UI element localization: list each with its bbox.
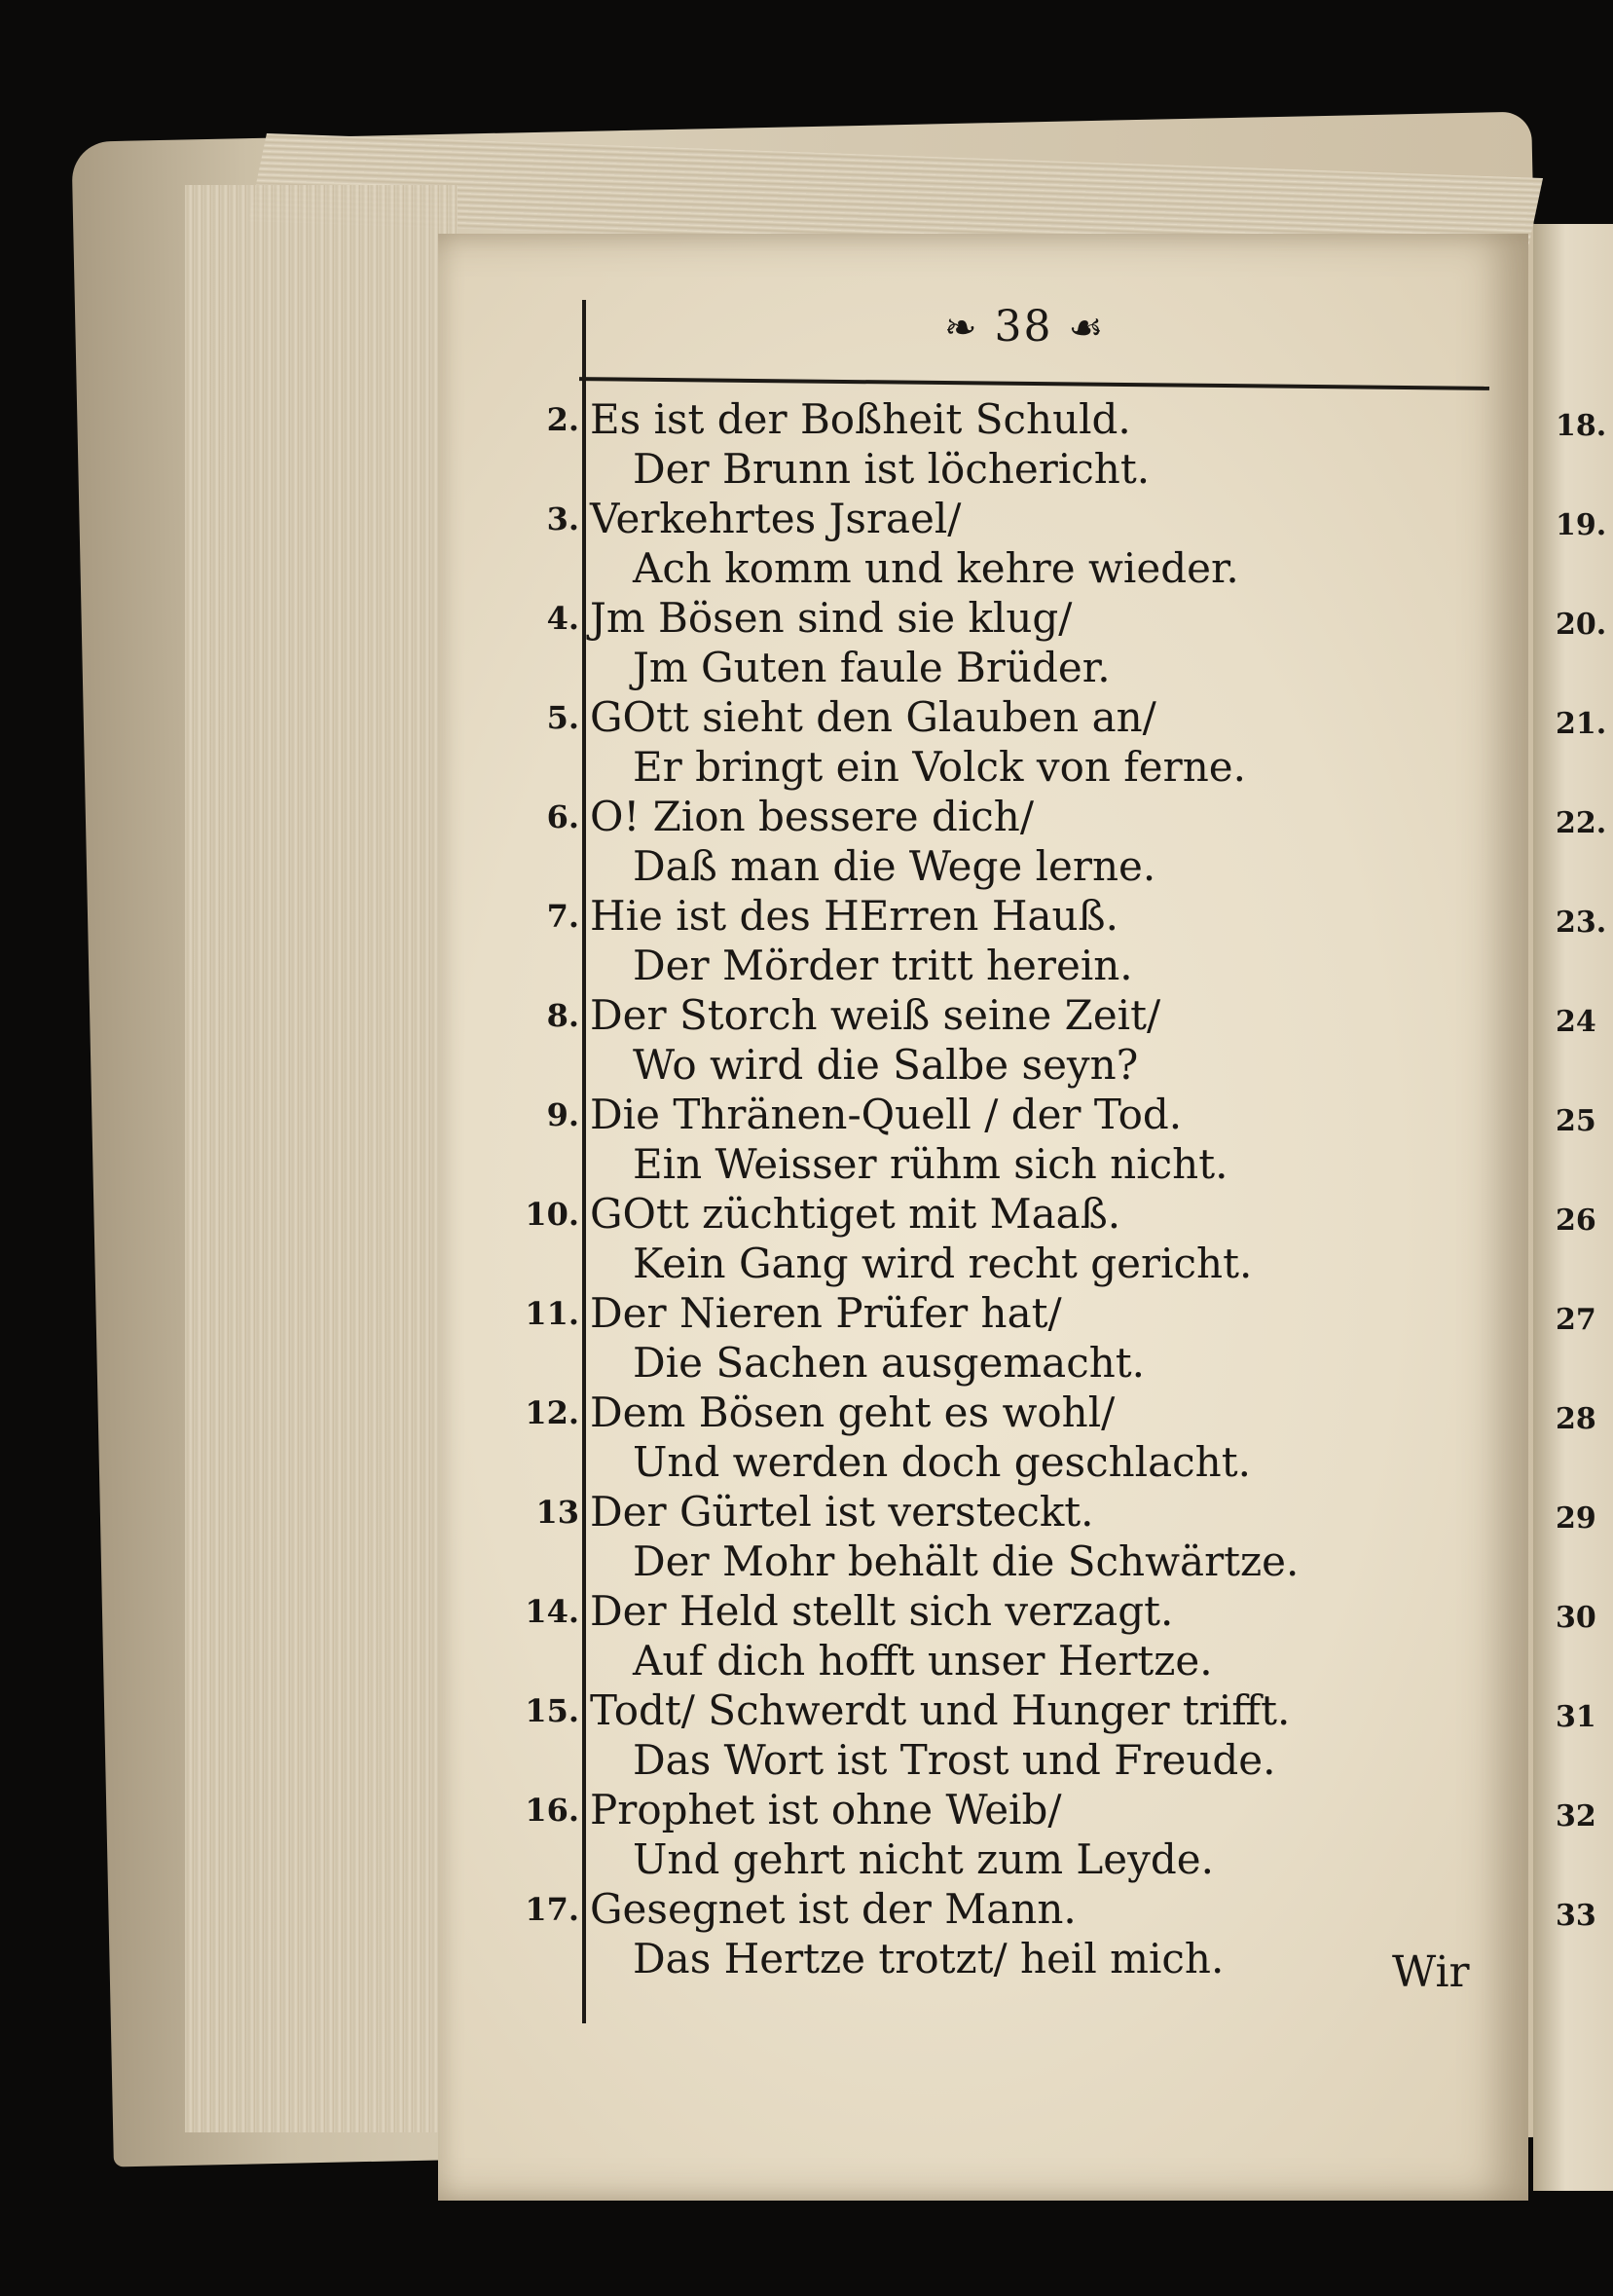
facing-page-number: 22. xyxy=(1556,806,1607,840)
verse-number: 2. xyxy=(546,401,579,438)
verse-line-second: Daß man die Wege lerne. xyxy=(633,842,1156,890)
verse-number: 11. xyxy=(525,1295,579,1332)
facing-page-number: 23. xyxy=(1556,906,1607,940)
verse-line-second: Der Mörder tritt herein. xyxy=(633,942,1133,989)
verse-line-second: Ach komm und kehre wieder. xyxy=(633,544,1239,592)
verse-number: 5. xyxy=(546,699,579,736)
facing-page-number: 28 xyxy=(1556,1402,1596,1436)
facing-page-number: 18. xyxy=(1556,409,1607,443)
facing-page-number: 31 xyxy=(1556,1700,1596,1734)
verse-line-first: Der Storch weiß seine Zeit/ xyxy=(590,991,1161,1039)
page-number: 38 xyxy=(994,302,1053,352)
facing-page-number: 19. xyxy=(1556,508,1607,542)
verse-number: 9. xyxy=(546,1096,579,1133)
verse-number: 10. xyxy=(525,1196,579,1233)
facing-page-number: 29 xyxy=(1556,1501,1596,1536)
verse-line-second: Kein Gang wird recht gericht. xyxy=(633,1240,1253,1287)
facing-page-number: 26 xyxy=(1556,1204,1596,1238)
verse-line-second: Das Hertze trotzt/ heil mich. xyxy=(633,1935,1225,1982)
verse-number: 16. xyxy=(525,1792,579,1829)
verse-line-first: Todt/ Schwerdt und Hunger trifft. xyxy=(590,1686,1291,1734)
verse-number: 12. xyxy=(525,1394,579,1431)
verse-line-first: GOtt sieht den Glauben an/ xyxy=(590,693,1156,741)
page-edges-left xyxy=(185,185,458,2132)
verse-number: 7. xyxy=(546,898,579,935)
verse-line-first: Der Gürtel ist versteckt. xyxy=(590,1488,1094,1536)
facing-page-number: 30 xyxy=(1556,1601,1596,1635)
verse-line-second: Ein Weisser rühm sich nicht. xyxy=(633,1140,1228,1188)
verse-number: 13 xyxy=(535,1494,579,1531)
verse-line-second: Wo wird die Salbe seyn? xyxy=(633,1041,1139,1089)
page-header xyxy=(944,302,1105,352)
verse-line-first: Jm Bösen sind sie klug/ xyxy=(590,594,1073,642)
ornament-left-icon: ❧ xyxy=(944,306,979,351)
verse-line-first: Hie ist des HErren Hauß. xyxy=(590,892,1118,940)
verse-number: 6. xyxy=(546,798,579,835)
facing-page-number: 32 xyxy=(1556,1799,1596,1833)
facing-page-number: 27 xyxy=(1556,1303,1596,1337)
verse-number: 14. xyxy=(525,1593,579,1630)
verse-line-first: Dem Bösen geht es wohl/ xyxy=(590,1389,1116,1436)
verse-line-first: Die Thränen-Quell / der Tod. xyxy=(590,1091,1183,1138)
facing-page-number: 25 xyxy=(1556,1104,1596,1138)
facing-page-number: 21. xyxy=(1556,707,1607,741)
verse-line-second: Der Brunn ist löchericht. xyxy=(633,445,1151,493)
verse-line-second: Und werden doch geschlacht. xyxy=(633,1438,1251,1486)
verse-number: 15. xyxy=(525,1692,579,1729)
verse-line-second: Der Mohr behält die Schwärtze. xyxy=(633,1537,1300,1585)
verse-line-first: Verkehrtes Jsrael/ xyxy=(590,495,962,542)
verse-line-second: Jm Guten faule Brüder. xyxy=(633,644,1111,691)
verse-number: 17. xyxy=(525,1891,579,1928)
ornament-right-icon: ☙ xyxy=(1068,306,1106,351)
verse-line-second: Die Sachen ausgemacht. xyxy=(633,1339,1146,1387)
verse-number: 4. xyxy=(546,600,579,637)
verse-line-first: Gesegnet ist der Mann. xyxy=(590,1885,1077,1933)
verse-line-second: Und gehrt nicht zum Leyde. xyxy=(633,1835,1214,1883)
verse-line-first: Prophet ist ohne Weib/ xyxy=(590,1786,1062,1833)
margin-rule xyxy=(582,300,586,2023)
verse-line-first: Es ist der Boßheit Schuld. xyxy=(590,395,1131,443)
verse-line-first: GOtt züchtiget mit Maaß. xyxy=(590,1190,1121,1238)
verse-number: 3. xyxy=(546,500,579,537)
verse-line-second: Das Wort ist Trost und Freude. xyxy=(633,1736,1276,1784)
verse-number: 8. xyxy=(546,997,579,1034)
verse-line-second: Er bringt ein Volck von ferne. xyxy=(633,743,1246,791)
facing-page-number: 33 xyxy=(1556,1899,1596,1933)
facing-page-number: 20. xyxy=(1556,608,1607,642)
facing-page-number: 24 xyxy=(1556,1005,1596,1039)
catchword: Wir xyxy=(1392,1947,1470,1997)
verse-line-first: O! Zion bessere dich/ xyxy=(590,793,1034,840)
verse-line-second: Auf dich hofft unser Hertze. xyxy=(633,1637,1213,1685)
verse-line-first: Der Nieren Prüfer hat/ xyxy=(590,1289,1062,1337)
verse-line-first: Der Held stellt sich verzagt. xyxy=(590,1587,1174,1635)
